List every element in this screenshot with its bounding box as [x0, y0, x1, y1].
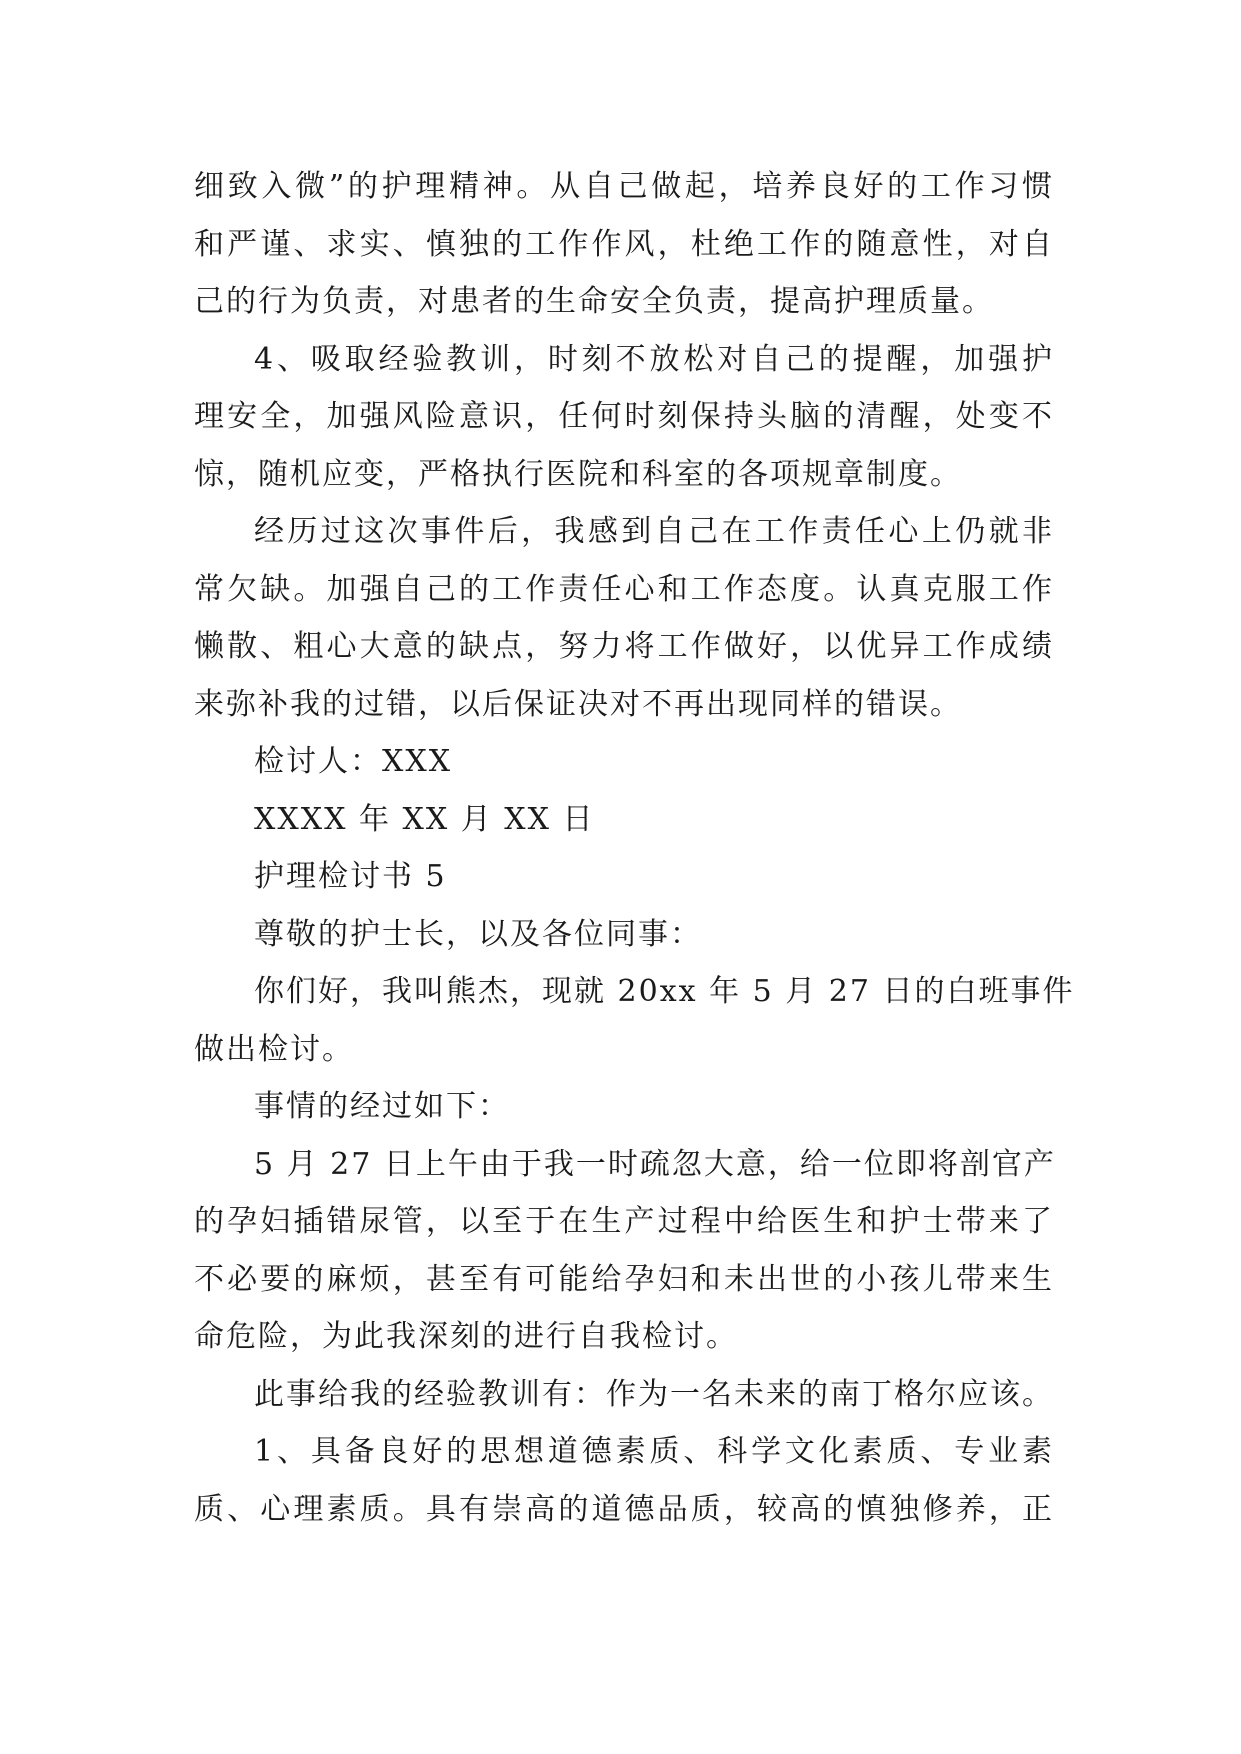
text-line: 1、具备良好的思想道德素质、科学文化素质、专业素 [254, 1434, 1054, 1469]
signature-line: 检讨人：XXX [254, 744, 453, 779]
text-line: 不必要的麻烦，甚至有可能给孕妇和未出世的小孩儿带来生 [194, 1261, 1054, 1297]
text-line: 惊，随机应变，严格执行医院和科室的各项规章制度。 [194, 456, 962, 492]
text-line: 事情的经过如下： [254, 1089, 510, 1124]
document-body [194, 158, 1075, 1538]
text-line: 的孕妇插错尿管，以至于在生产过程中给医生和护士带来了 [194, 1204, 1054, 1239]
text-line: 和严谨、求实、慎独的工作作风，杜绝工作的随意性，对自 [194, 226, 1054, 262]
text-line: 你们好，我叫熊杰，现就 20xx 年 5 月 27 日的白班事件 [254, 974, 1075, 1009]
date-line: XXXX 年 XX 月 XX 日 [254, 801, 595, 837]
text-line: 命危险，为此我深刻的进行自我检讨。 [194, 1319, 738, 1354]
text-line: 做出检讨。 [194, 1031, 354, 1067]
salutation: 尊敬的护士长，以及各位同事： [254, 916, 702, 952]
text-line: 己的行为负责，对患者的生命安全负责，提高护理质量。 [194, 284, 994, 319]
text-line: 5 月 27 日上午由于我一时疏忽大意，给一位即将剖官产 [254, 1146, 1056, 1182]
text-line: 质、心理素质。具有崇高的道德品质，较高的慎独修养，正 [194, 1491, 1054, 1527]
text-line: 理安全，加强风险意识，任何时刻保持头脑的清醒，处变不 [194, 399, 1054, 434]
text-line: 来弥补我的过错，以后保证决对不再出现同样的错误。 [194, 686, 962, 722]
text-line: 常欠缺。加强自己的工作责任心和工作态度。认真克服工作 [194, 571, 1054, 607]
text-line: 经历过这次事件后，我感到自己在工作责任心上仍就非 [254, 514, 1054, 549]
text-line: 4、吸取经验教训，时刻不放松对自己的提醒，加强护 [254, 341, 1054, 377]
text-line: 此事给我的经验教训有：作为一名未来的南丁格尔应该。 [254, 1376, 1054, 1412]
text-line: 懒散、粗心大意的缺点，努力将工作做好，以优异工作成绩 [194, 629, 1054, 664]
text-line: 细致入微”的护理精神。从自己做起，培养良好的工作习惯 [194, 169, 1054, 204]
section-title: 护理检讨书 5 [254, 859, 447, 894]
